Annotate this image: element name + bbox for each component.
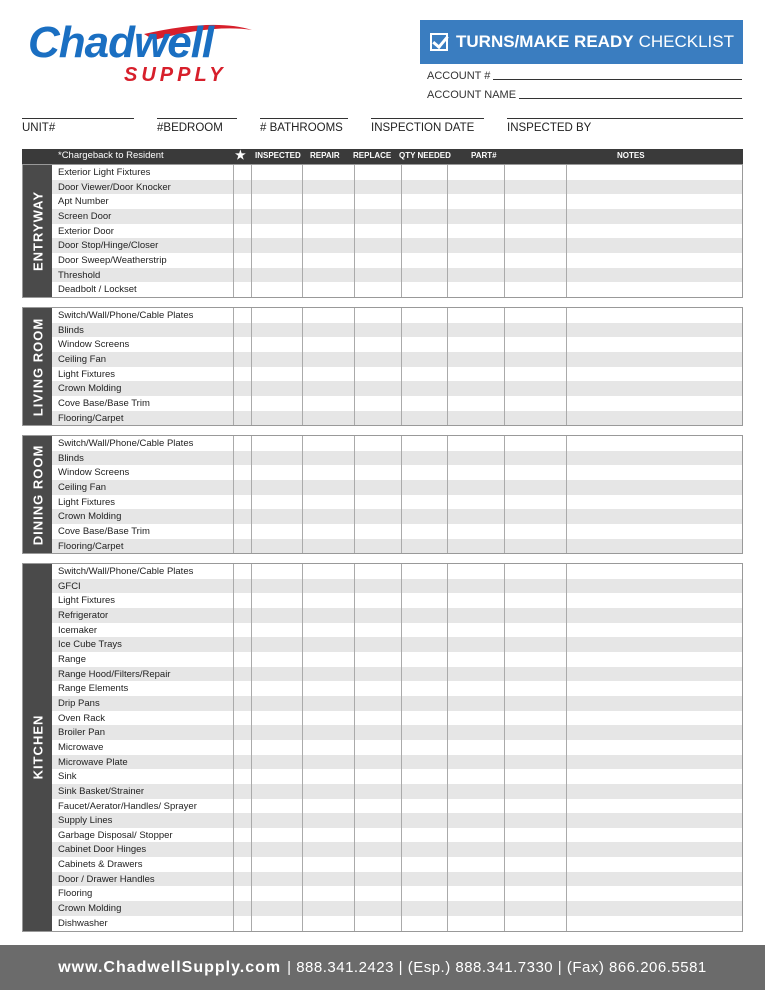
section-rows — [52, 308, 742, 425]
checklist-item-label: Microwave — [58, 741, 104, 753]
inspected-by-label: INSPECTED BY — [507, 122, 592, 134]
column-divider — [401, 165, 402, 297]
checklist-row[interactable] — [52, 381, 742, 396]
checklist-row[interactable] — [52, 352, 742, 367]
account-number-line[interactable] — [493, 70, 742, 80]
checklist-row[interactable] — [52, 268, 742, 283]
section-sidebar — [23, 308, 52, 425]
column-divider — [302, 436, 303, 553]
checklist-row[interactable] — [52, 916, 742, 931]
checklist-row[interactable] — [52, 282, 742, 297]
checklist-row[interactable] — [52, 564, 742, 579]
inspection-date-label: INSPECTION DATE — [371, 122, 475, 134]
section-sidebar — [23, 436, 52, 553]
checklist-row[interactable] — [52, 740, 742, 755]
bathrooms-label: # BATHROOMS — [260, 122, 343, 134]
checklist-row[interactable] — [52, 696, 742, 711]
checklist-item-label: Crown Molding — [58, 511, 122, 523]
column-divider — [401, 436, 402, 553]
checklist-item-label: Cove Base/Base Trim — [58, 525, 150, 537]
checklist-row[interactable] — [52, 180, 742, 195]
checklist-item-label: Switch/Wall/Phone/Cable Plates — [58, 438, 194, 449]
checklist-item-label: Door Viewer/Door Knocker — [58, 181, 171, 193]
checklist-item-label: Cabinet Door Hinges — [58, 844, 147, 856]
checklist-item-label: Light Fixtures — [58, 595, 116, 607]
title-banner — [420, 20, 743, 64]
checklist-item-label: Sink Basket/Strainer — [58, 785, 145, 797]
checklist-row[interactable] — [52, 411, 742, 426]
checklist-item-label: Flooring — [58, 888, 93, 900]
column-divider — [251, 165, 252, 297]
column-divider — [233, 165, 234, 297]
checklist-row[interactable] — [52, 667, 742, 682]
checklist-item-label: Refrigerator — [58, 609, 109, 621]
inspected-by-field[interactable] — [507, 118, 743, 142]
checklist-row[interactable] — [52, 165, 742, 180]
checklist-row[interactable] — [52, 209, 742, 224]
banner-title-bold: TURNS/MAKE READY — [456, 32, 634, 51]
checklist-row[interactable] — [52, 539, 742, 554]
checklist-row[interactable] — [52, 396, 742, 411]
checklist-row[interactable] — [52, 886, 742, 901]
checklist-row[interactable] — [52, 194, 742, 209]
checklist-row[interactable] — [52, 579, 742, 594]
checklist-row[interactable] — [52, 524, 742, 539]
checklist-row[interactable] — [52, 495, 742, 510]
checklist-row[interactable] — [52, 842, 742, 857]
section-kitchen — [22, 563, 743, 932]
checklist-item-label: Screen Door — [58, 210, 112, 222]
checklist-item-label: Drip Pans — [58, 697, 100, 709]
section-title: LIVING ROOM — [30, 317, 45, 416]
column-divider — [447, 564, 448, 931]
account-name-line[interactable] — [519, 89, 742, 99]
column-divider — [401, 564, 402, 931]
logo-sub: SUPPLY — [124, 64, 227, 86]
checklist-item-label: Dishwasher — [58, 917, 108, 929]
bathrooms-field[interactable] — [260, 118, 348, 142]
checklist-row[interactable] — [52, 593, 742, 608]
column-divider — [354, 436, 355, 553]
chadwell-logo — [24, 16, 254, 88]
checklist-row[interactable] — [52, 901, 742, 916]
checklist-item-label: Door / Drawer Handles — [58, 873, 155, 885]
checklist-item-label: Icemaker — [58, 624, 98, 636]
column-divider — [447, 165, 448, 297]
checklist-item-label: Flooring/Carpet — [58, 412, 124, 424]
column-divider — [566, 308, 567, 425]
column-divider — [354, 308, 355, 425]
checklist-item-label: Broiler Pan — [58, 727, 105, 739]
section-dining-room — [22, 435, 743, 554]
column-divider — [251, 436, 252, 553]
checklist-item-label: Ice Cube Trays — [58, 639, 122, 651]
header-repair: REPAIR — [310, 151, 340, 160]
checklist-item-label: Deadbolt / Lockset — [58, 284, 137, 296]
checklist-row[interactable] — [52, 480, 742, 495]
section-rows — [52, 564, 742, 931]
column-divider — [233, 436, 234, 553]
section-entryway — [22, 164, 743, 298]
checklist-item-label: Crown Molding — [58, 383, 122, 395]
checklist-row[interactable] — [52, 857, 742, 872]
checklist-row[interactable] — [52, 253, 742, 268]
checklist-item-label: Door Sweep/Weatherstrip — [58, 254, 167, 266]
banner-title-rest: CHECKLIST — [638, 32, 734, 51]
column-divider — [302, 564, 303, 931]
checklist-item-label: Door Stop/Hinge/Closer — [58, 240, 159, 252]
column-divider — [233, 308, 234, 425]
checklist-item-label: Crown Molding — [58, 903, 122, 915]
column-divider — [447, 308, 448, 425]
inspection-fields — [22, 118, 743, 142]
checklist-row[interactable] — [52, 509, 742, 524]
column-divider — [354, 564, 355, 931]
column-divider — [504, 564, 505, 931]
header-part: PART# — [471, 151, 497, 160]
section-rows — [52, 165, 742, 297]
checklist-item-label: Oven Rack — [58, 712, 105, 724]
unit-field[interactable] — [22, 118, 134, 142]
checklist-row[interactable] — [52, 465, 742, 480]
column-divider — [504, 308, 505, 425]
checklist-row[interactable] — [52, 637, 742, 652]
checkbox-icon — [430, 33, 448, 51]
checklist-item-label: Window Screens — [58, 467, 130, 479]
header-replace: REPLACE — [353, 151, 392, 160]
checklist-item-label: Blinds — [58, 452, 84, 464]
checklist-item-label: Flooring/Carpet — [58, 540, 124, 552]
checklist-row[interactable] — [52, 224, 742, 239]
section-sidebar — [23, 165, 52, 297]
column-divider — [302, 308, 303, 425]
header-notes: NOTES — [617, 151, 645, 160]
section-title: DINING ROOM — [30, 444, 45, 545]
checklist-item-label: Window Screens — [58, 339, 130, 351]
checklist-row[interactable] — [52, 367, 742, 382]
checklist-row[interactable] — [52, 436, 742, 451]
checklist-item-label: Apt Number — [58, 196, 109, 208]
checklist-item-label: Ceiling Fan — [58, 353, 107, 365]
checklist-item-label: Supply Lines — [58, 815, 113, 827]
checklist-item-label: Cabinets & Drawers — [58, 859, 143, 871]
table-header — [22, 149, 743, 164]
checklist-item-label: Exterior Door — [58, 225, 114, 237]
checklist-row[interactable] — [52, 813, 742, 828]
account-name-label: ACCOUNT NAME — [427, 89, 517, 101]
checklist-item-label: Exterior Light Fixtures — [58, 167, 151, 178]
checklist-item-label: Switch/Wall/Phone/Cable Plates — [58, 310, 194, 321]
checklist-row[interactable] — [52, 623, 742, 638]
checklist-item-label: Faucet/Aerator/Handles/ Sprayer — [58, 800, 197, 812]
column-divider — [504, 436, 505, 553]
checklist-item-label: Sink — [58, 771, 77, 783]
checklist-row[interactable] — [52, 799, 742, 814]
column-divider — [401, 308, 402, 425]
checklist-row[interactable] — [52, 711, 742, 726]
header-inspected: INSPECTED — [255, 151, 301, 160]
bedroom-label: #BEDROOM — [157, 122, 223, 134]
footer — [0, 945, 765, 990]
checklist-row[interactable] — [52, 652, 742, 667]
logo-brand: Chadwell — [28, 18, 214, 67]
checklist-row[interactable] — [52, 769, 742, 784]
account-name-field[interactable] — [427, 89, 742, 101]
checklist-row[interactable] — [52, 308, 742, 323]
account-number-label: ACCOUNT # — [427, 70, 491, 82]
column-divider — [566, 564, 567, 931]
column-divider — [302, 165, 303, 297]
column-divider — [251, 308, 252, 425]
header-star-icon: ★ — [235, 148, 246, 162]
checklist-item-label: Threshold — [58, 269, 101, 281]
column-divider — [447, 436, 448, 553]
checklist-row[interactable] — [52, 451, 742, 466]
column-divider — [566, 436, 567, 553]
column-divider — [233, 564, 234, 931]
footer-phones: | 888.341.2423 | (Esp.) 888.341.7330 | (Fax) 866.206.5581 — [287, 959, 707, 976]
unit-label: UNIT# — [22, 122, 56, 134]
checklist-item-label: Range Elements — [58, 683, 129, 695]
checklist-item-label: Light Fixtures — [58, 496, 116, 508]
checklist-item-label: Garbage Disposal/ Stopper — [58, 829, 173, 841]
column-divider — [504, 165, 505, 297]
section-title: KITCHEN — [30, 714, 45, 780]
checklist-row[interactable] — [52, 828, 742, 843]
section-sidebar — [23, 564, 52, 931]
checklist-item-label: Ceiling Fan — [58, 481, 107, 493]
checklist-item-label: Range — [58, 653, 86, 665]
section-rows — [52, 436, 742, 553]
bedroom-field[interactable] — [157, 118, 237, 142]
checklist-row[interactable] — [52, 755, 742, 770]
checklist-row[interactable] — [52, 608, 742, 623]
checklist-row[interactable] — [52, 681, 742, 696]
checklist-item-label: Microwave Plate — [58, 756, 128, 768]
header-chargeback: *Chargeback to Resident — [58, 150, 164, 161]
checklist-item-label: Range Hood/Filters/Repair — [58, 668, 171, 680]
column-divider — [566, 165, 567, 297]
account-number-field[interactable] — [427, 70, 742, 82]
checklist-row[interactable] — [52, 323, 742, 338]
footer-website[interactable]: www.ChadwellSupply.com — [58, 958, 282, 976]
section-living-room — [22, 307, 743, 426]
checklist-item-label: Light Fixtures — [58, 368, 116, 380]
checklist-item-label: GFCI — [58, 580, 81, 592]
header-qty-needed: QTY NEEDED — [399, 151, 451, 160]
checklist-item-label: Blinds — [58, 324, 84, 336]
checklist-row[interactable] — [52, 725, 742, 740]
section-title: ENTRYWAY — [30, 191, 45, 271]
checklist-row[interactable] — [52, 337, 742, 352]
column-divider — [354, 165, 355, 297]
checklist-row[interactable] — [52, 238, 742, 253]
checklist-item-label: Switch/Wall/Phone/Cable Plates — [58, 566, 194, 577]
checklist-row[interactable] — [52, 784, 742, 799]
inspection-date-field[interactable] — [371, 118, 484, 142]
column-divider — [251, 564, 252, 931]
checklist-row[interactable] — [52, 872, 742, 887]
checklist-item-label: Cove Base/Base Trim — [58, 397, 150, 409]
